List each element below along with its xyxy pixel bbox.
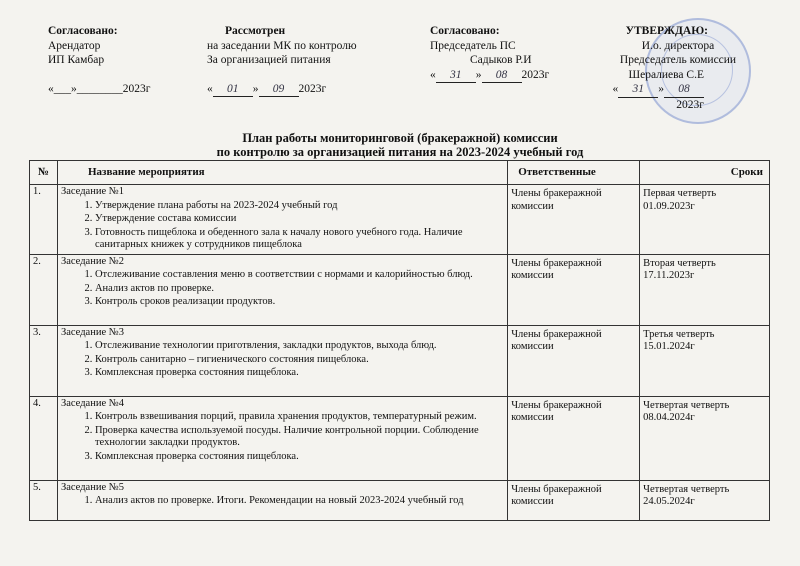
signature-line xyxy=(207,68,402,82)
meeting-title: Заседание №5 xyxy=(60,481,124,493)
list-item: 1. Контроль взвешивания порций, правила хранения продуктов, температурный режим. xyxy=(95,411,504,424)
list-item: 1. Утверждение плана работы на 2023-2024 учебный год xyxy=(95,200,504,213)
agenda-list xyxy=(61,200,504,252)
row-term: Четвертая четверть 08.04.2024г xyxy=(640,396,770,480)
meeting-title: Заседание №1 xyxy=(60,186,124,197)
table-row xyxy=(30,254,770,325)
document-title xyxy=(0,131,800,159)
table-row xyxy=(30,396,770,480)
header-responsible: Ответственные xyxy=(508,161,640,185)
row-number: 5. xyxy=(30,480,58,520)
agreed-union-heading: Согласовано: xyxy=(430,25,500,37)
agreed-union-block xyxy=(430,24,580,83)
agenda-list xyxy=(61,340,504,380)
agreed-union-date: « 31 » 08 2023г xyxy=(430,68,580,84)
row-term: Четвертая четверть 24.05.2024г xyxy=(640,480,770,520)
row-event xyxy=(57,254,507,325)
row-number: 2. xyxy=(30,254,58,325)
row-term: Вторая четверть 17.11.2023г xyxy=(640,254,770,325)
row-responsible: Члены бракеражной комиссии xyxy=(508,325,640,396)
header-terms: Сроки xyxy=(640,161,770,185)
row-number: 4. xyxy=(30,396,58,480)
agenda-list xyxy=(61,411,504,463)
agreed-union-role: Председатель ПС xyxy=(430,39,516,52)
list-item: 3. Комплексная проверка состояния пищеблока. xyxy=(95,451,504,464)
row-number: 1. xyxy=(30,185,58,255)
reviewed-line2: За организацией питания xyxy=(207,54,331,66)
agreed-tenant-block xyxy=(48,24,198,96)
header-name: Название мероприятия xyxy=(57,161,507,185)
row-term: Третья четверть 15.01.2024г xyxy=(640,325,770,396)
list-item: 2. Проверка качества используемой посуды. Наличие контрольной порции. Соблюдение технологии закладки продуктов. xyxy=(95,425,504,450)
row-number: 3. xyxy=(30,325,58,396)
list-item: 1. Отслеживание составления меню в соответствии с нормами и калорийностью блюд. xyxy=(95,269,504,282)
agreed-tenant-role: Арендатор xyxy=(48,39,101,52)
reviewed-line1: на заседании МК по контролю xyxy=(207,39,357,52)
reviewed-date: « 01 » 09 2023г xyxy=(207,82,402,98)
title-line-1: План работы мониторинговой (бракеражной) комиссии xyxy=(242,131,558,145)
approve-role: И.о. директора xyxy=(641,39,715,52)
reviewed-block xyxy=(207,24,402,97)
list-item: 3. Комплексная проверка состояния пищеблока. xyxy=(95,367,504,380)
row-responsible: Члены бракеражной комиссии xyxy=(508,185,640,255)
agreed-tenant-date: «___»________2023г xyxy=(48,82,151,95)
row-responsible: Члены бракеражной комиссии xyxy=(508,254,640,325)
approval-header xyxy=(0,24,800,114)
approve-heading: УТВЕРЖДАЮ: xyxy=(625,25,708,37)
title-line-2: по контролю за организацией питания на 2023-2024 учебный год xyxy=(216,145,584,159)
row-responsible: Члены бракеражной комиссии xyxy=(508,396,640,480)
meeting-title: Заседание №3 xyxy=(60,326,124,338)
list-item: 1. Отслеживание технологии приготвления, закладки продуктов, выхода блюд. xyxy=(95,340,504,353)
list-item: 2. Утверждение состава комиссии xyxy=(95,213,504,226)
list-item: 2. Контроль санитарно – гигиенического состояния пищеблока. xyxy=(95,354,504,367)
list-item: 2. Анализ актов по проверке. xyxy=(95,283,504,296)
header-number: № xyxy=(30,161,58,185)
meeting-title: Заседание №4 xyxy=(60,397,124,409)
table-row xyxy=(30,185,770,255)
list-item: 3. Готовность пищеблока и обеденного зала к началу нового учебного года. Наличие санитарных книжек у сотрудников пищеблока xyxy=(95,227,504,252)
list-item: 3. Контроль сроков реализации продуктов. xyxy=(95,296,504,309)
agreed-union-name: Садыков Р.И xyxy=(470,54,532,66)
approve-block xyxy=(588,24,768,112)
list-item: 1. Анализ актов по проверке. Итоги. Рекомендации на новый 2023-2024 учебный год xyxy=(95,495,504,508)
reviewed-heading: Рассмотрен xyxy=(225,25,286,37)
meeting-title: Заседание №2 xyxy=(60,255,124,267)
approve-name: Шералиева С.Е xyxy=(628,68,704,81)
row-event xyxy=(57,325,507,396)
plan-table xyxy=(29,160,770,521)
table-row xyxy=(30,480,770,520)
row-event xyxy=(57,480,507,520)
approve-date: « 31 » 082023г xyxy=(612,83,704,111)
table-row xyxy=(30,325,770,396)
approve-position: Председатель комиссии xyxy=(619,54,737,66)
row-term: Первая четверть 01.09.2023г xyxy=(640,185,770,255)
agreed-tenant-heading: Согласовано: xyxy=(48,25,118,37)
row-responsible: Члены бракеражной комиссии xyxy=(508,480,640,520)
agenda-list xyxy=(61,269,504,309)
signature-line xyxy=(48,68,198,82)
agenda-list xyxy=(61,495,504,508)
table-header-row xyxy=(30,161,770,185)
row-event xyxy=(57,396,507,480)
agreed-tenant-name: ИП Камбар xyxy=(48,54,105,66)
row-event xyxy=(57,185,507,255)
